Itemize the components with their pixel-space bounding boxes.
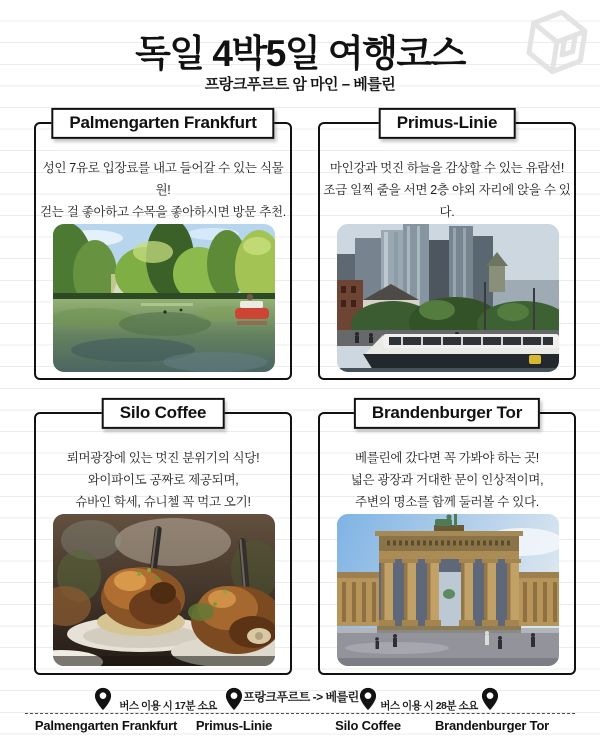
description-line: 조금 일찍 줄을 서면 2층 야외 자리에 앉을 수 있다. — [323, 183, 571, 219]
page-subtitle: 프랑크푸르트 암 마인 – 베를린 — [204, 76, 396, 93]
card-primus-linie — [318, 112, 576, 380]
route-dashed-line — [25, 713, 575, 714]
description-line: 베를린에 갔다면 꼭 가봐야 하는 곳! — [355, 451, 539, 465]
description-line: 와이파이도 공짜로 제공되며, — [87, 473, 239, 487]
card-title-box — [379, 108, 516, 139]
description-line: 넓은 광장과 거대한 문이 인상적이며, — [350, 473, 544, 487]
card-description — [36, 447, 290, 513]
card-description — [320, 447, 574, 513]
card-silo-coffee — [34, 402, 292, 675]
description-line: 주변의 명소를 함께 둘러볼 수 있다. — [355, 495, 539, 509]
card-title: Silo Coffee — [119, 402, 207, 422]
pork-knuckle-food-photo — [53, 514, 275, 666]
description-line: 마인강과 멋진 하늘을 감상할 수 있는 유람선! — [329, 161, 565, 175]
segment-duration-label: 버스 이용 시 17분 소요 — [119, 700, 217, 712]
stop-label-palmengarten: Palmengarten Frankfurt — [34, 718, 178, 733]
card-palmengarten — [34, 112, 292, 380]
brandenburg-gate-photo — [337, 514, 559, 666]
stop-label-silo-coffee: Silo Coffee — [335, 718, 401, 733]
main-river-cruise-photo — [337, 224, 559, 372]
map-pin-icon — [481, 687, 500, 711]
card-title-box — [354, 398, 540, 429]
map-pin-icon — [225, 687, 244, 711]
description-line: 뢰머광장에 있는 멋진 분위기의 식당! — [66, 451, 260, 465]
description-line: 성인 7유로 입장료를 내고 들어갈 수 있는 식물원! — [42, 161, 284, 197]
card-title: Palmengarten Frankfurt — [69, 112, 257, 132]
stop-label-brandenburger-tor: Brandenburger Tor — [434, 718, 550, 733]
description-line: 걷는 걸 좋아하고 수목을 좋아하시면 방문 추천. — [40, 205, 286, 219]
stop-label-primus-linie: Primus-Linie — [195, 718, 273, 733]
card-title: Primus-Linie — [396, 112, 498, 132]
card-title-box — [102, 398, 225, 429]
segment-duration-label: 버스 이용 시 28분 소요 — [380, 700, 478, 712]
map-pin-icon — [94, 687, 113, 711]
page-title: 독일 4박5일 여행코스 — [135, 33, 465, 74]
card-title: Brandenburger Tor — [371, 402, 523, 422]
segment-route-label: 프랑크푸르트 -> 베를린 — [243, 690, 359, 704]
map-pin-icon — [359, 687, 378, 711]
card-brandenburger-tor — [318, 402, 576, 675]
card-title-box — [51, 108, 274, 139]
description-line: 슈바인 학세, 슈니첼 꼭 먹고 오기! — [75, 495, 251, 509]
palmengarten-lake-photo — [53, 224, 275, 372]
